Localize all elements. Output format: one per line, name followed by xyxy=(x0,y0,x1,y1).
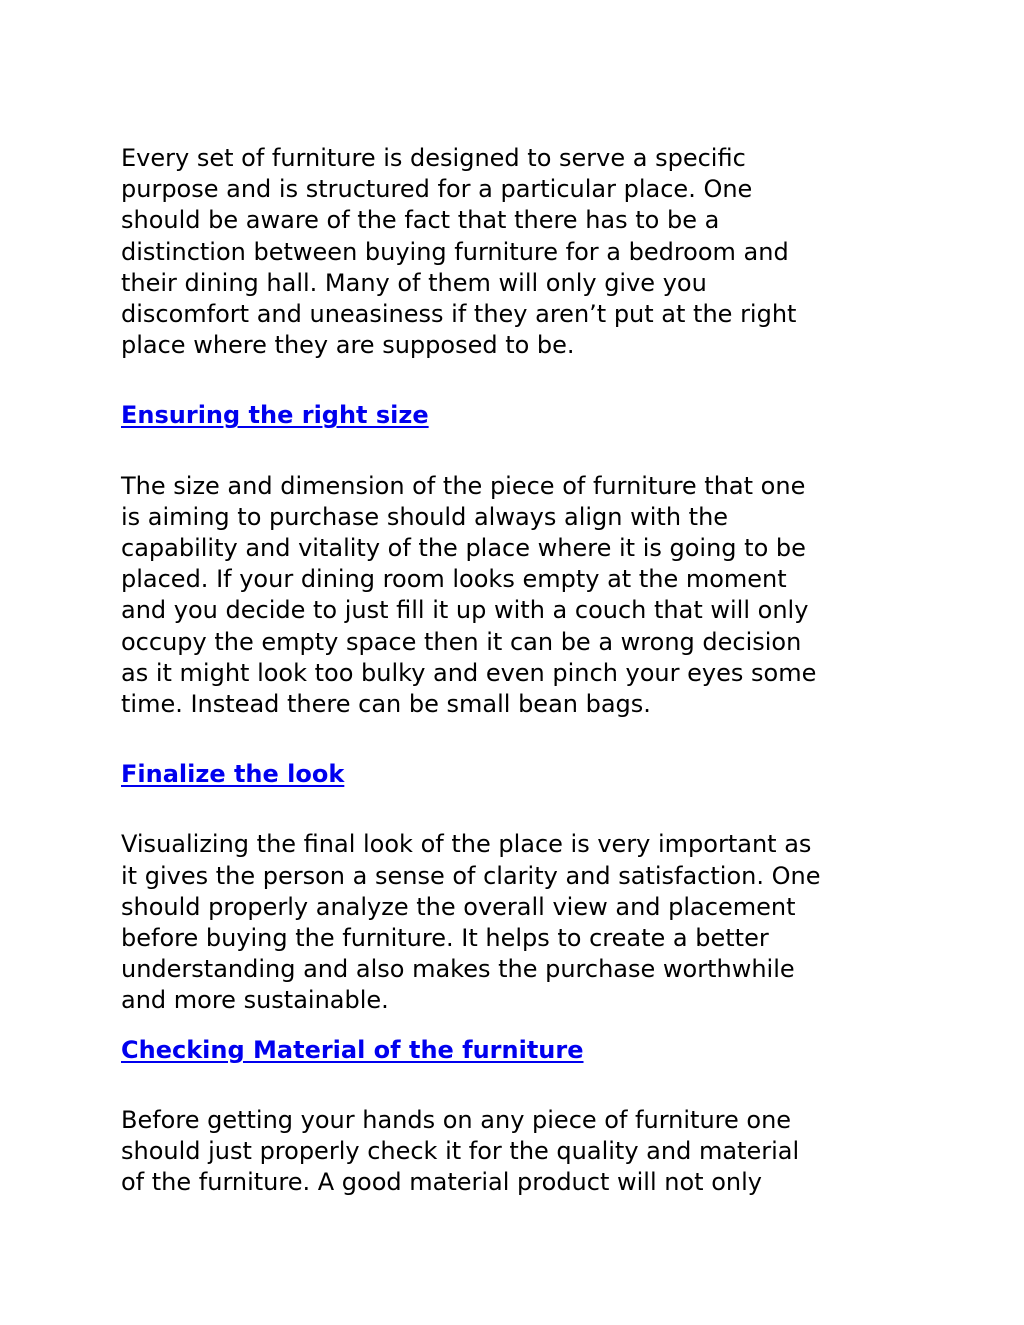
heading-link-checking-material[interactable]: Checking Material of the furniture xyxy=(121,1035,584,1064)
section-heading-finalize-look xyxy=(121,759,921,790)
document-page xyxy=(121,143,921,1198)
heading-link-right-size[interactable]: Ensuring the right size xyxy=(121,401,429,430)
right-size-paragraph: The size and dimension of the piece of furniture that one is aiming to purchase should always align with the capability and vitality of the place where it is going to be placed. If your dining room looks empty at the moment and you decide to just fill it up with a couch that will only occupy the empty space then it can be a wrong decision as it might look too bulky and even pinch your eyes some time. Instead there can be small bean bags. xyxy=(121,471,817,719)
checking-material-paragraph: Before getting your hands on any piece of furniture one should just properly check it for the quality and material of the furniture. A good material product will not only xyxy=(121,1105,800,1197)
section-heading-checking-material xyxy=(121,1035,921,1066)
section-heading-right-size xyxy=(121,400,921,431)
heading-link-finalize-look[interactable]: Finalize the look xyxy=(121,760,345,789)
finalize-look-paragraph: Visualizing the final look of the place is very important as it gives the person a sense of clarity and satisfaction. One should properly analyze the overall view and placement before buying the furniture. It helps to create a better understanding and also makes the purchase worthwhile and more sustainable. xyxy=(121,830,821,1015)
intro-paragraph: Every set of furniture is designed to serve a specific purpose and is structured for a particular place. One should be aware of the fact that there has to be a distinction between buying furniture for a bedroom and their dining hall. Many of them will only give you discomfort and uneasiness if they aren’t put at the right place where they are supposed to be. xyxy=(121,144,797,360)
